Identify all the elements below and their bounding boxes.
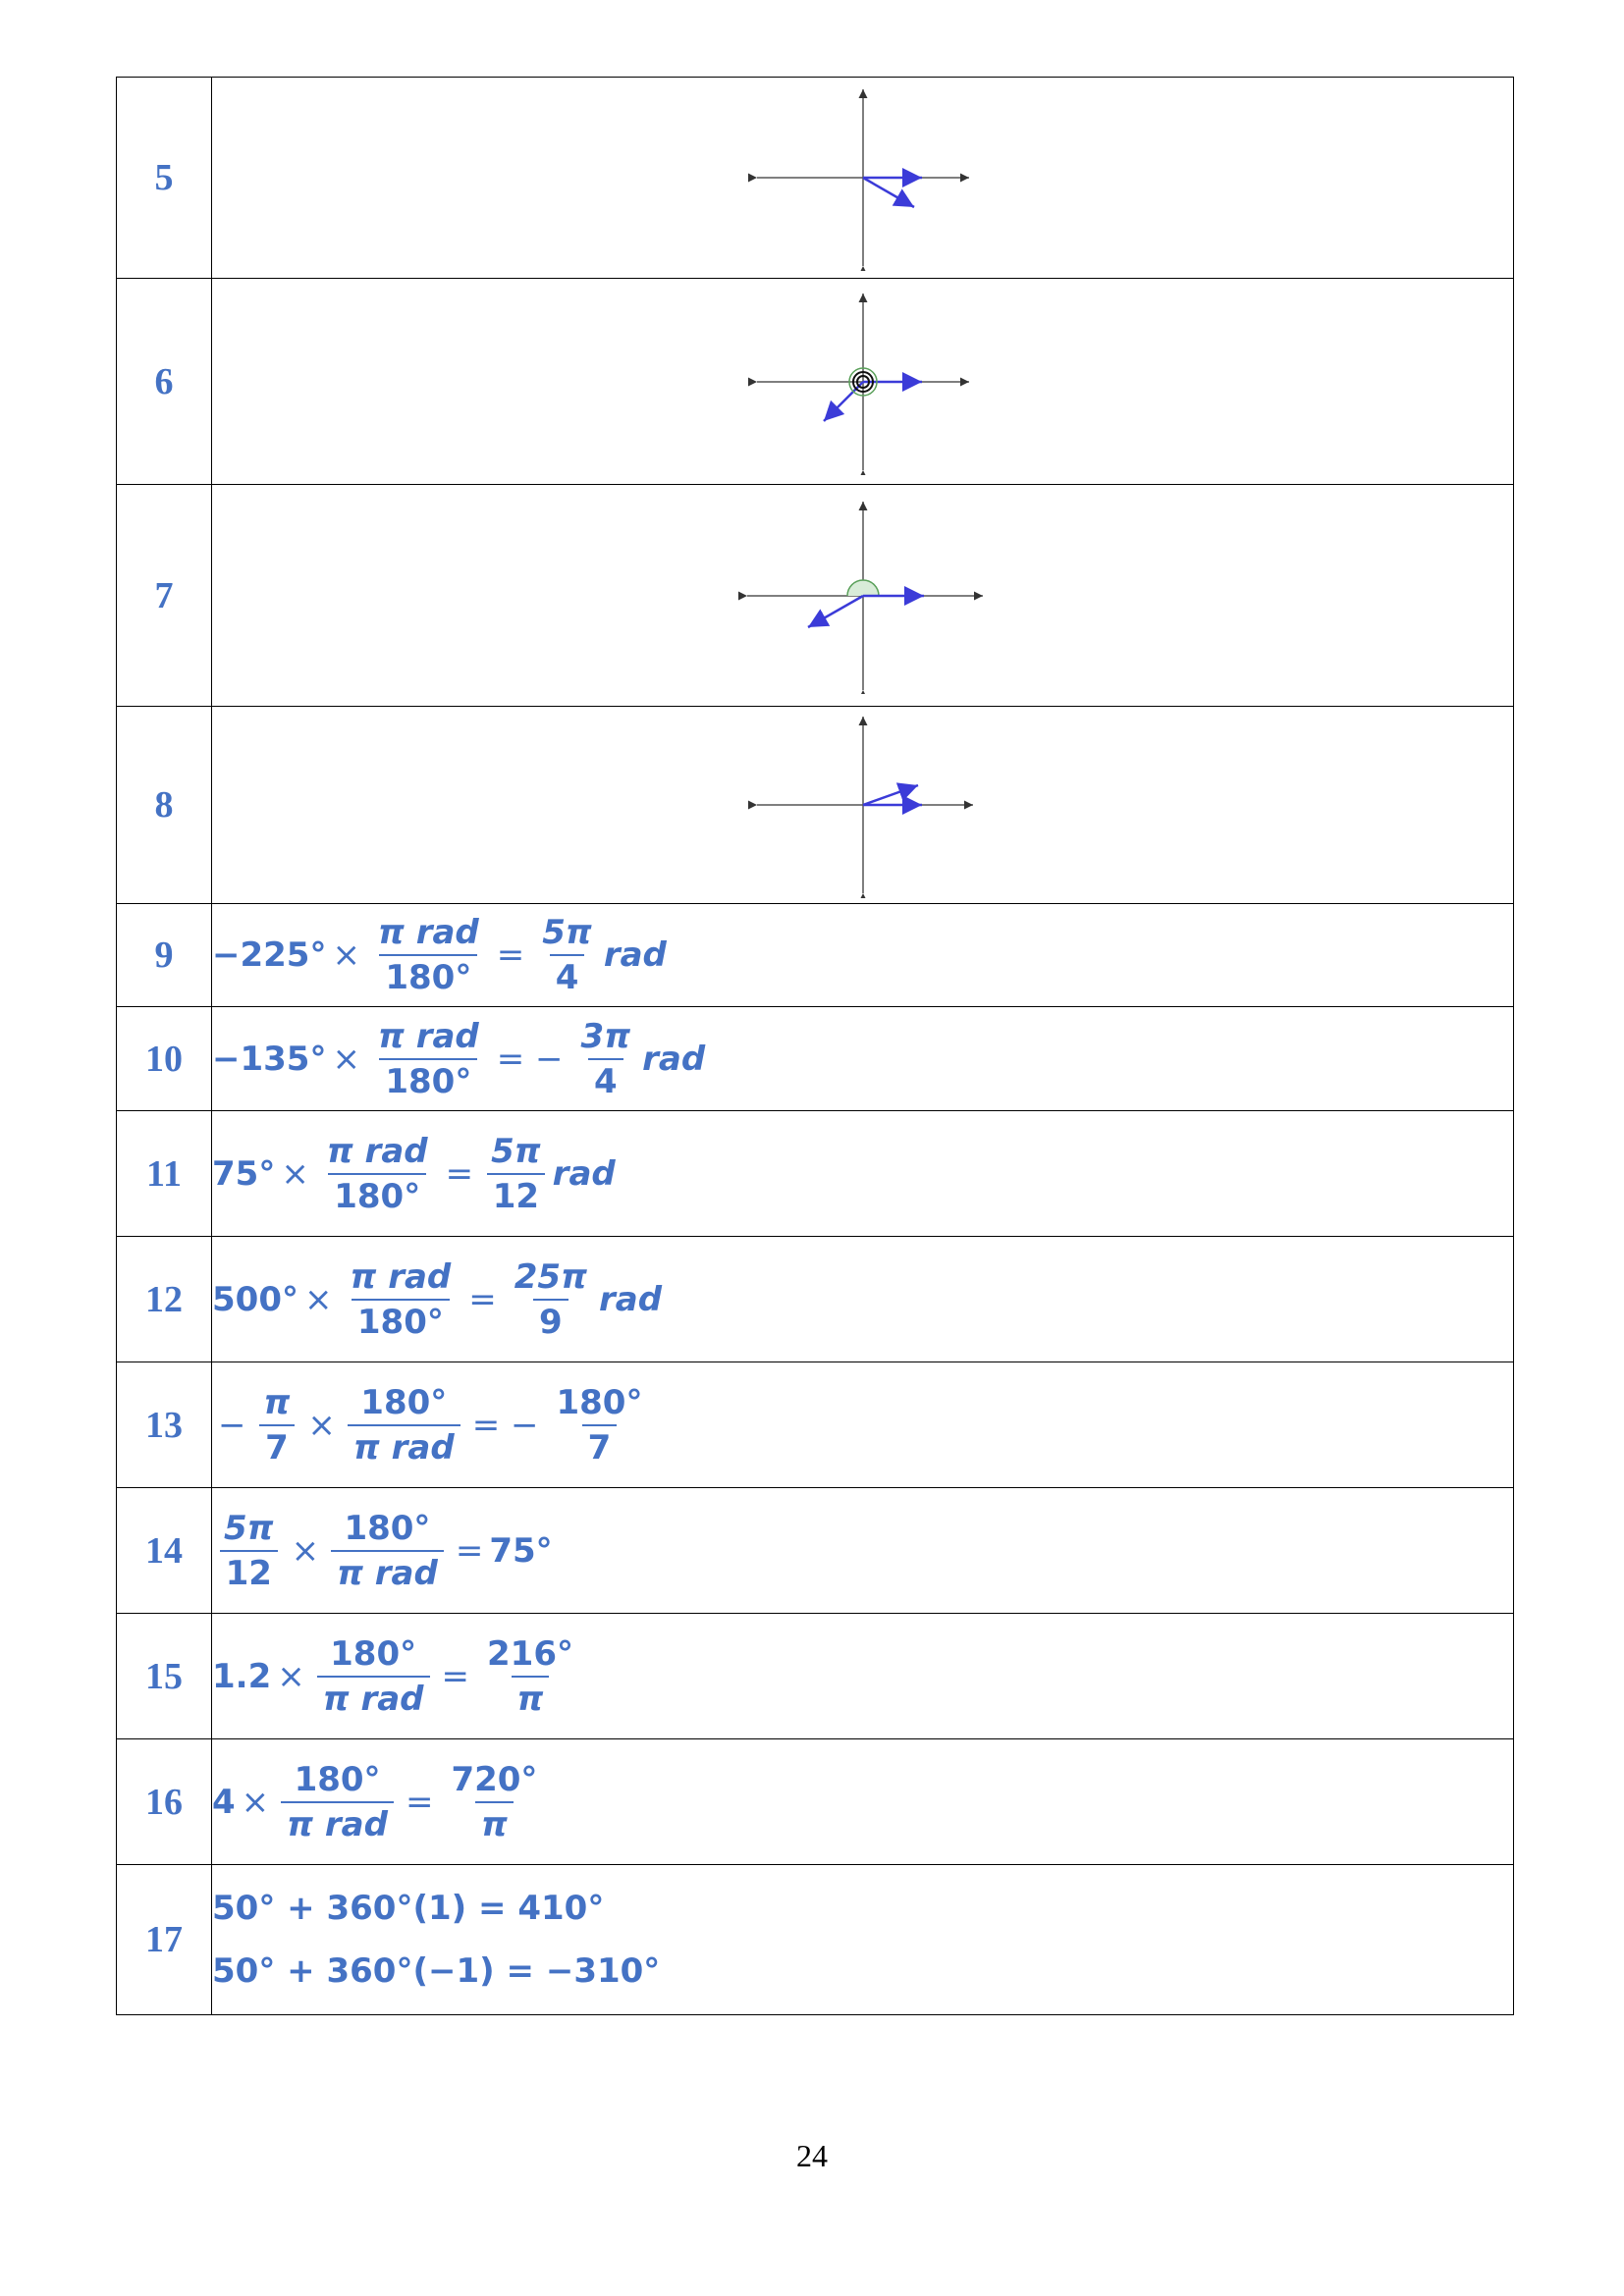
result-value: 75° [489, 1530, 553, 1571]
numerator: 180° [294, 1759, 381, 1799]
denominator: 4 [550, 954, 585, 997]
row-number: 7 [117, 485, 212, 707]
lead-value: −225° [212, 935, 327, 975]
angle-diagram-cell [212, 485, 1514, 707]
equals-sign: = [468, 1279, 497, 1319]
row-number: 8 [117, 707, 212, 904]
conversion-equation [212, 913, 667, 997]
conversion-equation [212, 1760, 549, 1844]
solution-cell [212, 1488, 1514, 1614]
numerator: 180° [556, 1382, 643, 1422]
denominator: 9 [533, 1299, 568, 1342]
numerator: 5π [542, 913, 592, 952]
table-row-17 [117, 1865, 1514, 2015]
times-sign: × [307, 1405, 336, 1445]
row-number: 12 [117, 1237, 212, 1362]
solution-cell [212, 1739, 1514, 1865]
numerator: 5π [491, 1131, 541, 1171]
coterminal-positive: 50° + 360°(1) = 410° [212, 1889, 605, 1928]
equals-sign: = [445, 1153, 474, 1194]
answer-table [116, 77, 1514, 2015]
table-row-12 [117, 1237, 1514, 1362]
denominator: π [512, 1676, 550, 1719]
times-sign: × [332, 1039, 360, 1079]
row-number: 17 [117, 1865, 212, 2015]
angle-diagram-cell [212, 707, 1514, 904]
lead-value: −135° [212, 1039, 327, 1079]
numerator: 180° [344, 1508, 431, 1548]
lead-value: 500° [212, 1279, 298, 1319]
numerator: 5π [224, 1508, 274, 1548]
fraction-conversion [372, 913, 485, 997]
row-number: 10 [117, 1007, 212, 1111]
unit: rad [642, 1039, 706, 1079]
numerator: 25π [514, 1256, 587, 1297]
solution-cell [212, 1111, 1514, 1237]
unit: rad [603, 935, 667, 975]
table-row-7 [117, 485, 1514, 707]
row-number: 6 [117, 279, 212, 485]
unit: rad [552, 1153, 616, 1194]
angle-diagram-cell [212, 78, 1514, 279]
times-sign: × [303, 1279, 333, 1319]
numerator: 216° [487, 1633, 573, 1674]
row-number: 14 [117, 1488, 212, 1614]
table-row-14 [117, 1488, 1514, 1614]
table-row-15 [117, 1614, 1514, 1739]
row-number: 16 [117, 1739, 212, 1865]
solution-cell [212, 1865, 1514, 2015]
solution-cell [212, 1237, 1514, 1362]
solution-cell [212, 1614, 1514, 1739]
denominator: 180° [328, 1173, 426, 1216]
equals-sign: = [455, 1530, 484, 1571]
denominator: 12 [487, 1173, 545, 1216]
numerator: π [263, 1382, 291, 1422]
fraction-conversion [344, 1257, 457, 1342]
denominator: π rad [348, 1424, 460, 1468]
numerator: 180° [360, 1382, 448, 1422]
table-row-8 [117, 707, 1514, 904]
lead-value: 4 [212, 1782, 236, 1822]
numerator: π rad [350, 1256, 452, 1297]
denominator: 7 [259, 1424, 295, 1468]
conversion-equation [212, 1132, 616, 1216]
fraction-result [509, 1257, 593, 1342]
equals-sign: = [405, 1782, 434, 1822]
fraction-result [550, 1383, 648, 1468]
solution-cell [212, 1007, 1514, 1111]
times-sign: × [277, 1656, 305, 1696]
fraction-conversion [348, 1383, 460, 1468]
numerator: 3π [580, 1016, 631, 1056]
minus-sign: − [218, 1405, 246, 1445]
numerator: π rad [377, 1016, 479, 1056]
denominator: 180° [379, 954, 477, 997]
conversion-equation [212, 1634, 585, 1719]
row-number: 5 [117, 78, 212, 279]
lead-value: 1.2 [212, 1656, 272, 1696]
equals-sign: = − [496, 1039, 564, 1079]
times-sign: × [291, 1530, 320, 1571]
table-row-11 [117, 1111, 1514, 1237]
conversion-equation [212, 1017, 705, 1101]
angle-diagram-5 [745, 84, 981, 271]
fraction-input [218, 1509, 280, 1593]
row-number: 13 [117, 1362, 212, 1488]
denominator: 180° [352, 1299, 450, 1342]
row-number: 9 [117, 904, 212, 1007]
unit: rad [598, 1279, 663, 1319]
fraction-conversion [321, 1132, 434, 1216]
row-number: 15 [117, 1614, 212, 1739]
denominator: 4 [588, 1058, 623, 1101]
table-row-5 [117, 78, 1514, 279]
fraction-conversion [372, 1017, 485, 1101]
denominator: 12 [220, 1550, 278, 1593]
denominator: π rad [281, 1801, 394, 1844]
angle-diagram-7 [735, 498, 991, 694]
fraction-result [536, 913, 598, 997]
conversion-equation [212, 1383, 654, 1468]
solution-cell [212, 904, 1514, 1007]
conversion-equation [212, 1257, 662, 1342]
times-sign: × [281, 1153, 309, 1194]
fraction-conversion [281, 1760, 394, 1844]
denominator: 180° [379, 1058, 477, 1101]
row-number: 11 [117, 1111, 212, 1237]
equals-sign: = [441, 1656, 470, 1696]
fraction-result [485, 1132, 547, 1216]
coterminal-negative: 50° + 360°(−1) = −310° [212, 1951, 661, 1991]
equals-sign: = − [471, 1405, 539, 1445]
fraction-conversion [317, 1634, 430, 1719]
times-sign: × [332, 935, 360, 975]
fraction-input [258, 1383, 297, 1468]
table-row-10 [117, 1007, 1514, 1111]
conversion-equation [212, 1509, 553, 1593]
fraction-result [481, 1634, 579, 1719]
fraction-result [575, 1017, 637, 1101]
numerator: π rad [377, 913, 479, 952]
page-number: 24 [796, 2138, 828, 2173]
numerator: 720° [451, 1759, 538, 1799]
table-row-9 [117, 904, 1514, 1007]
times-sign: × [241, 1782, 270, 1822]
denominator: π rad [317, 1676, 430, 1719]
fraction-conversion [331, 1509, 444, 1593]
angle-diagram-6 [745, 289, 981, 475]
angle-diagram-8 [745, 712, 981, 898]
table-row-13 [117, 1362, 1514, 1488]
denominator: 7 [582, 1424, 618, 1468]
denominator: π [475, 1801, 514, 1844]
table-row-6 [117, 279, 1514, 485]
lead-value: 75° [212, 1153, 276, 1194]
numerator: 180° [330, 1633, 417, 1674]
equals-sign: = [496, 935, 525, 975]
angle-diagram-cell [212, 279, 1514, 485]
table-row-16 [117, 1739, 1514, 1865]
denominator: π rad [331, 1550, 444, 1593]
fraction-result [445, 1760, 543, 1844]
numerator: π rad [326, 1131, 428, 1171]
solution-cell [212, 1362, 1514, 1488]
